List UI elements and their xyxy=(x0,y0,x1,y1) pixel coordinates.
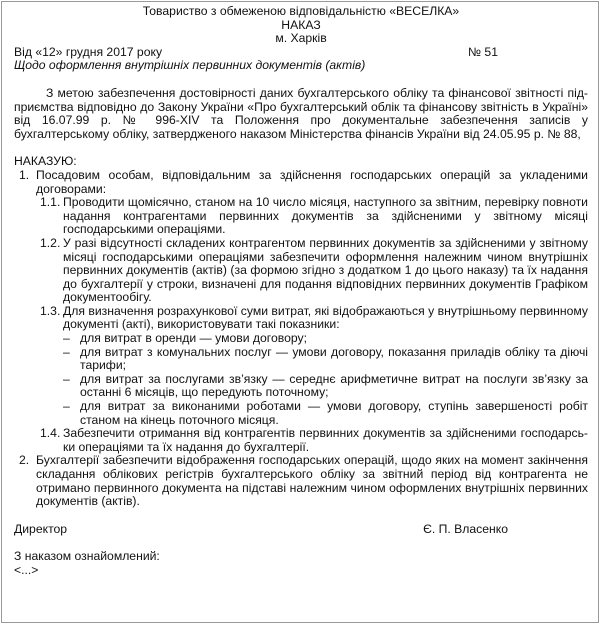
item-text: Бухгалтерії забезпечити відображення господарських операцій, щодо яких на момент закінчення складання облікових регістрів бухгалтерського обліку за звітний період від контрагента не отримано первинного документа на підставі належним чином оформлених внутрішніх первинних документів (актів). xyxy=(36,453,588,509)
order-item-1-1 xyxy=(14,196,588,237)
dash-item xyxy=(14,346,588,373)
subitem-number: 1.4. xyxy=(40,426,61,441)
subitem-text: Проводити щомісячно, станом на 10 число місяця, наступного за звітним, перевірку повноти надання контрагентами первинних документів за здійсненими у звітному місяці господарськими операціями. xyxy=(63,195,588,237)
signatory-name: Є. П. Власенко xyxy=(423,521,508,536)
item-text: Посадовим особам, відповідальним за здійснення господарських операцій за укладеними договорами: xyxy=(36,167,588,196)
order-item-1-3 xyxy=(14,305,588,332)
dash-item xyxy=(14,332,588,346)
order-item-1-2 xyxy=(14,237,588,305)
dash-text: для витрат з комунальних послуг — умови договору, показання приладів обліку та діючі тарифи; xyxy=(80,344,588,373)
date-number-row xyxy=(14,46,588,60)
acknowledgement-label: З наказом ознайомлений: xyxy=(14,549,160,564)
dash-text: для витрат в оренди — умови договору; xyxy=(80,331,307,346)
order-item-2 xyxy=(14,454,588,508)
document-city: м. Харків xyxy=(275,31,327,46)
dash-mark: – xyxy=(63,331,70,346)
omitted-text-marker: <...> xyxy=(14,562,39,577)
dash-text: для витрат за послугами зв’язку — середнє арифметичне витрат на послуги зв’язку за останні 6 місяців, що передують поточному; xyxy=(80,371,588,400)
subitem-text: Для визначення розрахункової суми витрат, які відображаються у внутрішньому первинному документі (акті), використовувати такі показники: xyxy=(63,303,588,332)
order-item-1 xyxy=(14,169,588,196)
dash-text: для витрат за виконаними роботами — умови договору, ступінь завершеності робіт станом на кінець поточного місяця. xyxy=(80,399,588,427)
item-number: 1. xyxy=(19,167,30,182)
preamble-paragraph: З метою забезпечення достовірності даних бухгалтерського обліку та фінансової звітності під-приємства відповідно до Закону України «Про бухгалтерський облік та фінансову звітність в Україні» від 16.07.99 р. № 996-XIV та Положення про документальне забезпечення записів у бухгалтерському обліку, затвердженого наказом Міністерства фінансів України від 24.05.95 р. № 88, xyxy=(14,85,588,141)
company-name: Товариство з обмеженою відповідальністю «ВЕСЕЛКА» xyxy=(142,4,460,18)
document-title: НАКАЗ xyxy=(281,17,321,32)
dash-mark: – xyxy=(63,371,70,386)
subitem-number: 1.2. xyxy=(40,235,61,250)
dash-item xyxy=(14,373,588,400)
subitem-text: У разі відсутності складених контрагентом первинних документів за здійсненими у звітному місяці господарськими операціями забезпечити оформлення належним чином внутрішніх первинних документів (актів) (за формою згідно з додатком 1 до цього наказу) та їх надання до бухгалтерії у строки, визначені для подання відповідних первинних документів Графіком документообігу. xyxy=(63,235,588,305)
order-heading: НАКАЗУЮ: xyxy=(14,154,77,169)
dash-mark: – xyxy=(63,344,70,359)
subitem-number: 1.1. xyxy=(40,195,61,210)
signatory-position: Директор xyxy=(14,521,68,536)
document-date: Від «12» грудня 2017 року xyxy=(14,44,163,59)
item-number: 2. xyxy=(19,453,30,468)
document-number: № 51 xyxy=(467,44,498,59)
subitem-text: Забезпечити отримання від контрагентів первинних документів за здійсненими господарсь-ки операціями та їх надання до бухгалтерії. xyxy=(63,426,588,454)
signature-row xyxy=(14,523,588,537)
order-item-1-4 xyxy=(14,427,588,454)
document-page xyxy=(1,1,599,623)
dash-item xyxy=(14,400,588,427)
document-subject: Щодо оформлення внутрішніх первинних документів (актів) xyxy=(14,58,366,73)
subitem-number: 1.3. xyxy=(40,303,61,318)
dash-mark: – xyxy=(63,399,70,414)
